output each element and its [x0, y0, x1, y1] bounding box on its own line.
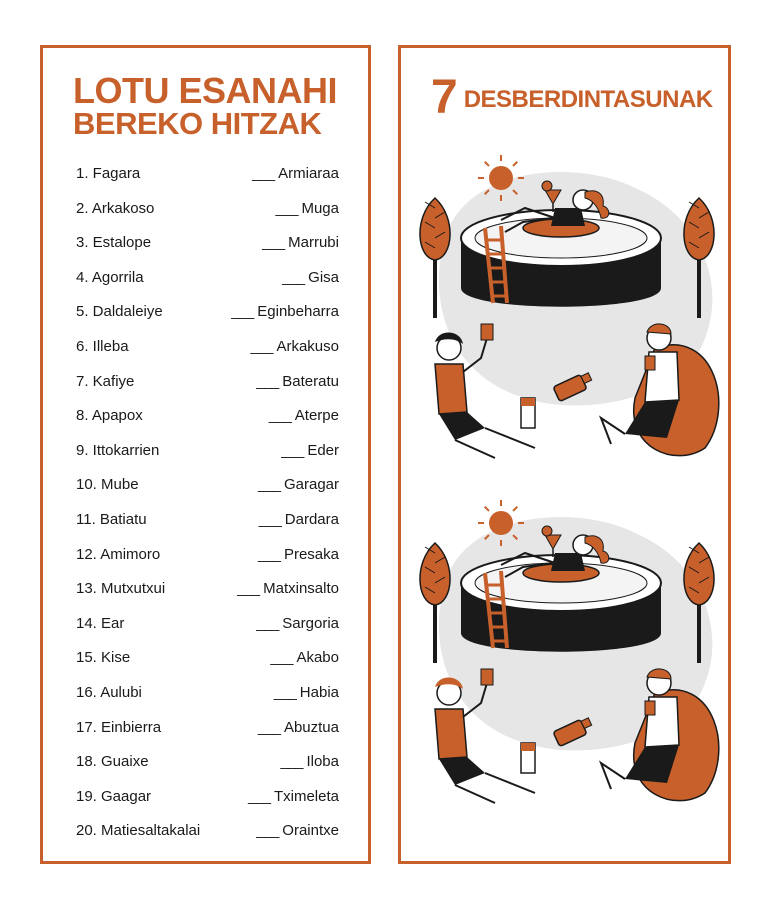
answer-blank[interactable]: ___	[280, 753, 303, 771]
word-left: 2. Arkakoso	[76, 199, 155, 217]
word-left: 9. Ittokarrien	[76, 441, 160, 459]
word-right: ___ Aterpe	[268, 407, 339, 425]
word-row	[76, 200, 339, 220]
answer-blank[interactable]: ___	[262, 234, 285, 252]
drink-cup	[481, 669, 493, 685]
matching-title-line2: BEREKO HITZAK	[73, 106, 322, 141]
word-right: ___ Dardara	[258, 511, 339, 528]
word-left: 20. Matiesaltakalai	[76, 822, 201, 840]
word-row	[76, 580, 339, 600]
matching-title-line1: LOTU ESANAHI	[73, 70, 337, 111]
word-right: ___ Muga	[275, 199, 339, 217]
answer-blank[interactable]: ___	[257, 476, 280, 494]
word-right: ___ Bateratu	[256, 372, 339, 390]
word-left: 15. Kise	[76, 649, 131, 667]
word-row	[76, 788, 339, 808]
answer-blank[interactable]: ___	[282, 268, 305, 286]
answer-blank[interactable]: ___	[268, 407, 291, 425]
word-right: ___ Matxinsalto	[237, 580, 339, 598]
drink-can	[645, 356, 655, 370]
word-row	[76, 476, 339, 496]
answer-blank[interactable]: ___	[270, 649, 293, 667]
spot-differences-panel	[398, 45, 731, 864]
word-right: ___ Sargoria	[256, 614, 339, 632]
word-right: ___ Arkakuso	[250, 338, 339, 355]
differences-count: 7	[431, 71, 458, 124]
word-row	[76, 442, 339, 462]
answer-blank[interactable]: ___	[257, 718, 280, 736]
word-right: ___ Gisa	[282, 268, 339, 286]
word-left: 17. Einbierra	[76, 718, 162, 736]
word-right: ___ Tximeleta	[247, 787, 339, 805]
scene-top-content	[420, 155, 719, 458]
word-row	[76, 684, 339, 704]
answer-blank[interactable]: ___	[275, 199, 298, 217]
word-row	[76, 719, 339, 739]
answer-blank[interactable]: ___	[256, 822, 279, 840]
drink-can	[645, 701, 655, 715]
word-row	[76, 234, 339, 254]
word-row	[76, 338, 339, 358]
answer-blank[interactable]: ___	[281, 441, 304, 459]
word-row	[76, 615, 339, 635]
word-left: 12. Amimoro	[76, 545, 161, 563]
answer-blank[interactable]: ___	[273, 684, 296, 701]
word-right: ___ Marrubi	[262, 234, 339, 252]
word-right: ___ Abuztua	[257, 718, 339, 736]
word-left: 6. Illeba	[76, 338, 129, 355]
answer-blank[interactable]: ___	[231, 303, 254, 321]
scene-image-top[interactable]	[405, 148, 727, 478]
differences-label: DESBERDINTASUNAK	[463, 86, 713, 113]
word-row	[76, 269, 339, 289]
answer-blank[interactable]: ___	[257, 545, 280, 563]
word-right: ___ Akabo	[270, 649, 339, 667]
word-right: ___ Oraintxe	[256, 822, 339, 840]
word-row	[76, 407, 339, 427]
word-left: 18. Guaixe	[76, 753, 149, 771]
word-row	[76, 511, 339, 531]
answer-blank[interactable]: ___	[258, 511, 281, 528]
word-left: 3. Estalope	[76, 234, 152, 252]
word-left: 13. Mutxutxui	[76, 580, 166, 598]
word-right: ___ Presaka	[257, 545, 339, 563]
word-left: 1. Fagara	[76, 165, 141, 182]
word-right: ___ Eginbeharra	[231, 303, 339, 321]
scene-image-bottom[interactable]	[405, 493, 727, 823]
answer-blank[interactable]: ___	[256, 372, 279, 390]
answer-blank[interactable]: ___	[237, 580, 260, 598]
answer-blank[interactable]: ___	[250, 338, 273, 355]
word-right: ___ Garagar	[257, 476, 339, 494]
answer-blank[interactable]: ___	[252, 165, 275, 182]
word-right: ___ Iloba	[280, 753, 339, 771]
word-row	[76, 822, 339, 842]
differences-title	[431, 68, 713, 128]
word-row	[76, 649, 339, 669]
word-right: ___ Eder	[281, 441, 339, 459]
word-right: ___ Armiaraa	[252, 165, 339, 182]
word-left: 7. Kafiye	[76, 372, 135, 390]
word-left: 5. Daldaleiye	[76, 303, 163, 321]
word-left: 10. Mube	[76, 476, 139, 494]
word-left: 19. Gaagar	[76, 787, 152, 805]
drink-cup	[481, 324, 493, 340]
answer-blank[interactable]: ___	[256, 614, 279, 632]
word-left: 14. Ear	[76, 614, 125, 632]
word-row	[76, 546, 339, 566]
matching-words-panel	[40, 45, 371, 864]
word-row	[76, 303, 339, 323]
word-row	[76, 165, 339, 185]
word-left: 8. Apapox	[76, 407, 143, 425]
word-right: ___ Habia	[273, 684, 339, 701]
word-row	[76, 373, 339, 393]
word-left: 4. Agorrila	[76, 268, 144, 286]
word-left: 16. Aulubi	[76, 684, 142, 701]
word-left: 11. Batiatu	[76, 511, 147, 528]
word-row	[76, 753, 339, 773]
answer-blank[interactable]: ___	[247, 787, 270, 805]
scene-bottom-content	[420, 500, 719, 803]
